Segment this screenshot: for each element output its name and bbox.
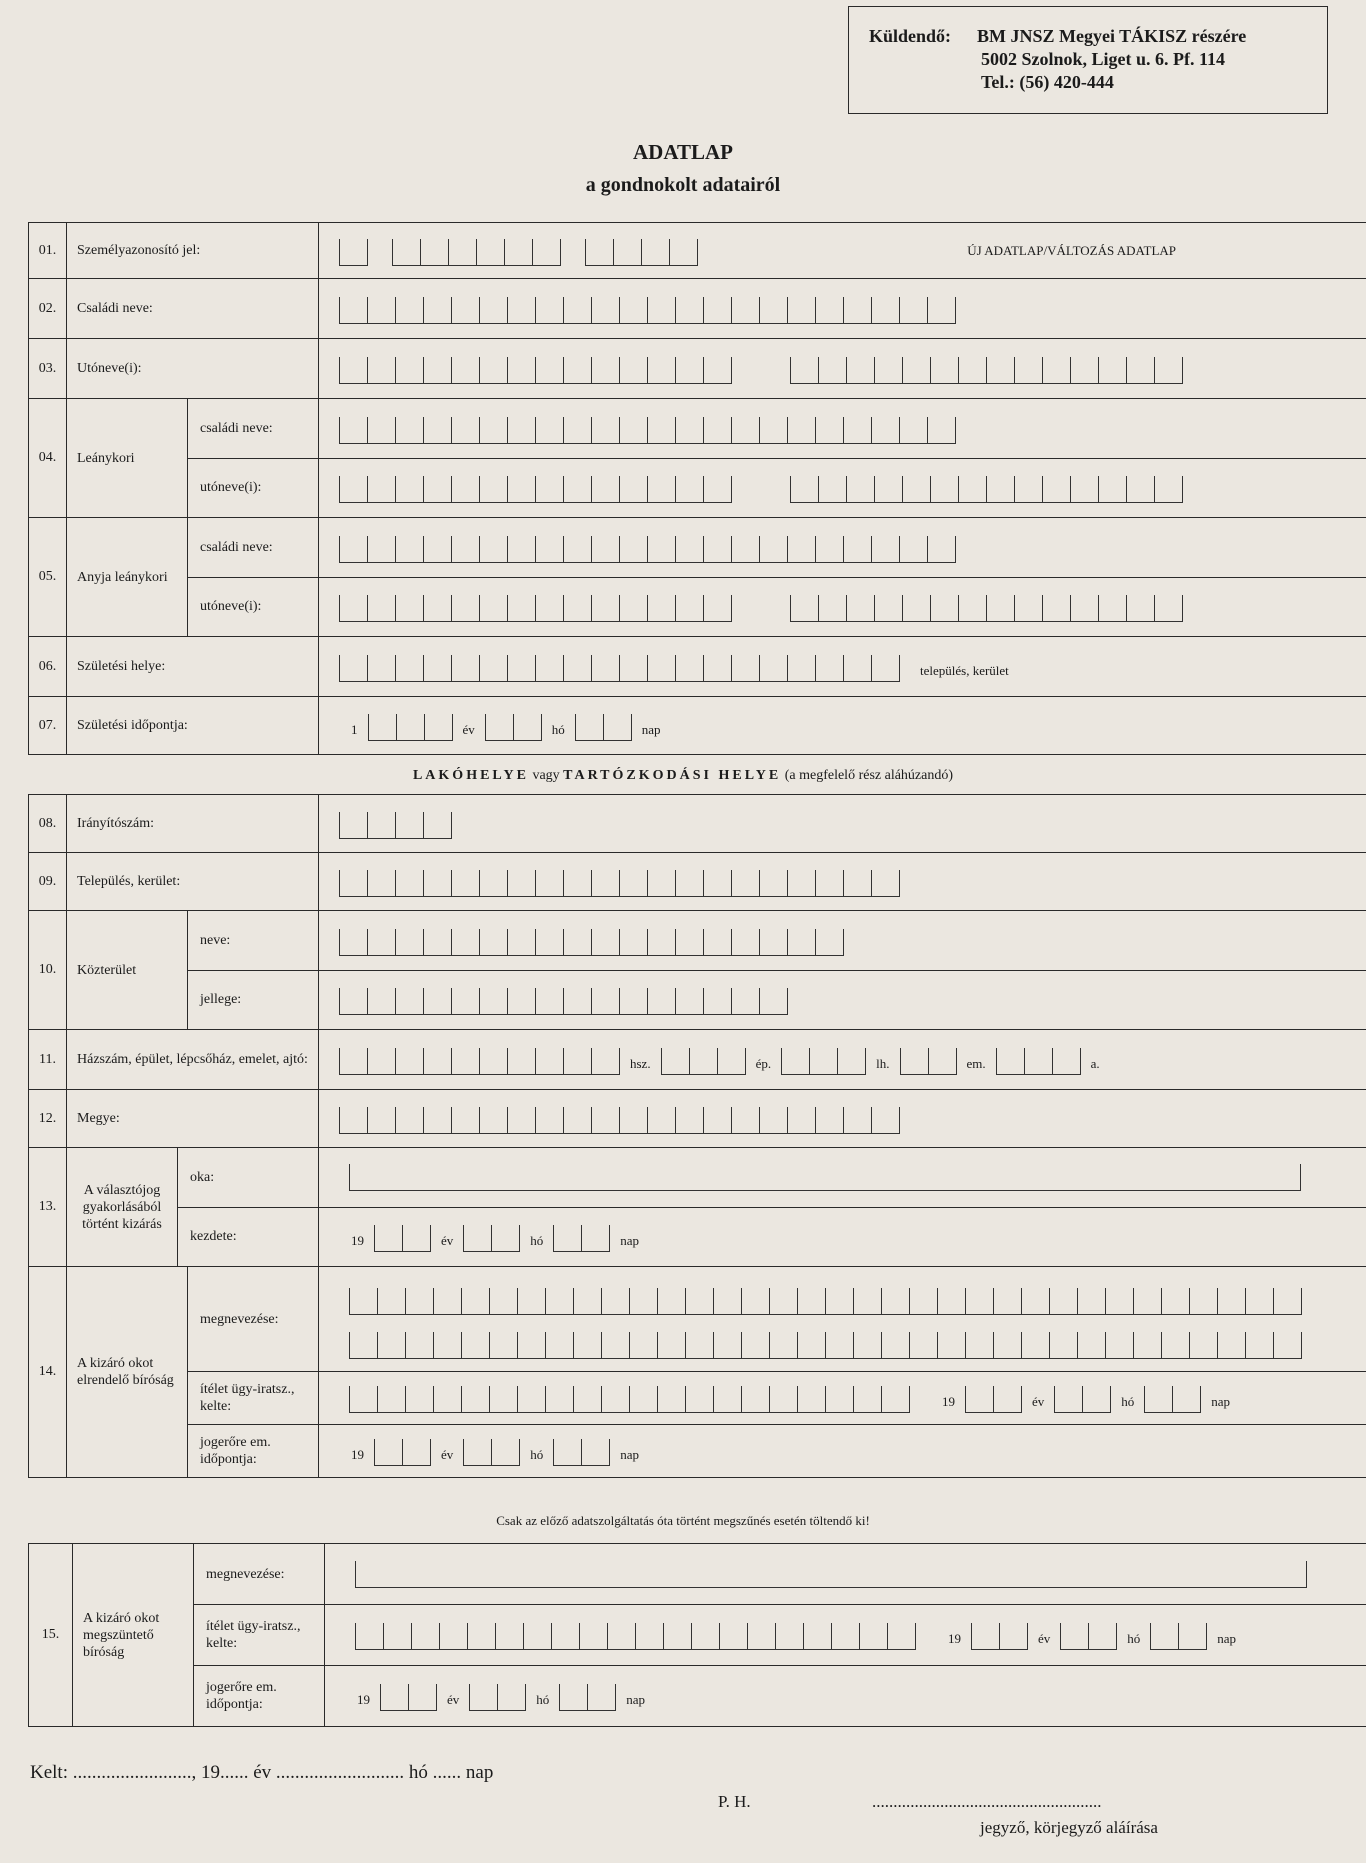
row-label: Közterület [67,911,188,1029]
row-09 [29,853,1366,911]
termination-note: Csak az előző adatszolgáltatás óta történt megszűnés esetén töltendő ki! [496,1513,870,1528]
row-label: Születési időpontja: [67,697,319,755]
year-label: év [462,721,475,737]
birthplace-suffix: település, kerület [920,662,1009,678]
postcode-field[interactable] [319,795,1366,853]
row-15 [29,1544,1366,1727]
signature-line[interactable]: ...................................................... [872,1792,1102,1811]
year-label: év [441,1233,454,1248]
sub-label: megnevezése: [188,1267,319,1372]
row-num: 06. [29,637,67,697]
day-label: nap [620,1447,640,1462]
month-label: hó [1121,1394,1135,1409]
row-11 [29,1030,1366,1090]
month-label: hó [1127,1631,1141,1646]
year-prefix: 19 [948,1631,961,1646]
row-08 [29,795,1366,853]
maiden-given-name-field[interactable] [319,459,1366,517]
date-line[interactable]: Kelt: ........................., 19...... év ........................... hó ...... nap [30,1762,494,1783]
maiden-family-name-field[interactable] [319,399,1366,459]
year-label: év [441,1447,454,1462]
sub-label: kezdete: [190,1229,237,1245]
sender-line1: BM JNSZ Megyei TÁKISZ részére [977,26,1247,46]
sender-line2: 5002 Szolnok, Liget u. 6. Pf. 114 [981,49,1226,69]
birthplace-field[interactable] [319,637,1366,697]
sub-label: oka: [178,1148,319,1207]
heading-part4: (a megfelelő rész aláhúzandó) [784,768,954,783]
row-label: Születési helye: [67,637,319,697]
row-num: 07. [29,697,67,755]
row-num: 04. [29,399,67,518]
terminating-final-date-field[interactable] [325,1666,1366,1726]
family-name-field[interactable] [319,279,1366,339]
row-label: Anyja leánykori [67,518,188,636]
heading-part2: vagy [532,768,560,783]
personal-data-table [28,222,1366,755]
row-label: Családi neve: [67,279,319,339]
given-name-field[interactable] [319,339,1366,399]
row-label: Település, kerület: [67,853,319,911]
row-num: 11. [29,1030,67,1090]
year-prefix: 19 [351,1233,364,1248]
row-num: 05. [29,518,67,637]
sender-label: Küldendő: [869,26,952,46]
heading-part1: LAKÓHELYE [412,768,529,783]
year-prefix: 19 [357,1692,370,1707]
month-label: hó [530,1233,544,1248]
row-num: 03. [29,339,67,399]
mother-given-name-field[interactable] [319,578,1366,636]
row-label: Személyazonosító jel: [67,223,319,279]
residence-heading [0,768,1366,784]
sub-label: jogerőre em. időpontja: [200,1435,271,1467]
row-05 [29,518,1366,637]
row-num: 12. [29,1090,67,1148]
row-12 [29,1090,1366,1148]
row-label: Irányítószám: [67,795,319,853]
row-04 [29,399,1366,518]
lh-label: lh. [876,1055,890,1071]
heading-part3: TARTÓZKODÁSI HELYE [563,768,782,783]
row-label: Házszám, épület, lépcsőház, emelet, ajtó: [67,1030,319,1090]
month-label: hó [530,1447,544,1462]
page-title: ADATLAP [633,140,733,164]
settlement-field[interactable] [319,853,1366,911]
row-label: Utóneve(i): [67,339,319,399]
stamp-label: P. H. [718,1792,751,1811]
year-prefix: 19 [942,1394,955,1409]
sub-label: utóneve(i): [200,599,262,615]
row-num: 08. [29,795,67,853]
em-label: em. [966,1055,986,1071]
mother-family-name-field[interactable] [319,518,1366,578]
page-subtitle: a gondnokolt adatairól [585,174,781,196]
row-14 [29,1267,1366,1478]
year-prefix: 19 [351,1447,364,1462]
a-label: a. [1090,1055,1100,1071]
house-number-field[interactable] [319,1030,1366,1090]
personal-id-field[interactable] [319,223,1366,279]
row-num: 09. [29,853,67,911]
termination-table [28,1543,1366,1727]
row-num: 15. [29,1544,73,1727]
sub-label: családi neve: [188,399,319,458]
sub-label: jellege: [200,992,242,1008]
day-label: nap [626,1692,646,1707]
row-02 [29,279,1366,339]
signature-caption: jegyző, körjegyző aláírása [980,1818,1158,1837]
row-label: A kizáró okot elrendelő bíróság [67,1267,188,1477]
day-label: nap [1217,1631,1237,1646]
court-case-field[interactable] [319,1372,1366,1425]
street-name-field[interactable] [319,911,1366,971]
row-label: A választójog gyakorlásából történt kizárás [67,1148,178,1266]
month-label: hó [536,1692,550,1707]
row-num: 14. [29,1267,67,1478]
row-10 [29,911,1366,1030]
row-01 [29,223,1366,279]
row-label: A kizáró okot megszüntető bíróság [73,1544,194,1726]
ep-label: ép. [755,1055,772,1071]
court-name-field[interactable] [319,1267,1366,1372]
hsz-label: hsz. [630,1055,651,1071]
sub-label: utóneve(i): [200,480,262,496]
exclusion-start-field[interactable] [319,1208,1366,1266]
row-num: 02. [29,279,67,339]
day-label: nap [620,1233,640,1248]
year-label: év [1038,1631,1051,1646]
row-num: 10. [29,911,67,1030]
exclusion-reason-field[interactable] [319,1148,1366,1208]
county-field[interactable] [319,1090,1366,1148]
court-final-date-field[interactable] [319,1425,1366,1477]
row-07 [29,697,1366,755]
sender-box [848,6,1328,114]
month-label: hó [551,721,565,737]
sub-label: ítélet ügy-iratsz., kelte: [188,1372,319,1425]
residence-table [28,794,1366,1478]
sender-line3: Tel.: (56) 420-444 [981,72,1114,92]
street-type-field[interactable] [319,971,1366,1029]
birthdate-field[interactable] [319,697,1366,755]
sub-label: megnevezése: [194,1544,325,1605]
row-03 [29,339,1366,399]
row-06 [29,637,1366,697]
row-label: Leánykori [67,399,188,517]
row-num: 01. [29,223,67,279]
year-label: év [447,1692,460,1707]
day-label: nap [641,721,661,737]
sub-label: neve: [188,911,319,970]
sub-label: jogerőre em. időpontja: [206,1680,277,1712]
day-label: nap [1211,1394,1231,1409]
row-label: Megye: [67,1090,319,1148]
form-type-note: ÚJ ADATLAP/VÁLTOZÁS ADATLAP [967,242,1176,258]
year-prefix: 1 [351,721,358,737]
terminating-court-case-field[interactable] [325,1605,1366,1666]
row-num: 13. [29,1148,67,1267]
terminating-court-name-field[interactable] [325,1544,1366,1605]
row-13 [29,1148,1366,1267]
sub-label: ítélet ügy-iratsz., kelte: [194,1605,325,1666]
sub-label: családi neve: [188,518,319,577]
year-label: év [1032,1394,1045,1409]
